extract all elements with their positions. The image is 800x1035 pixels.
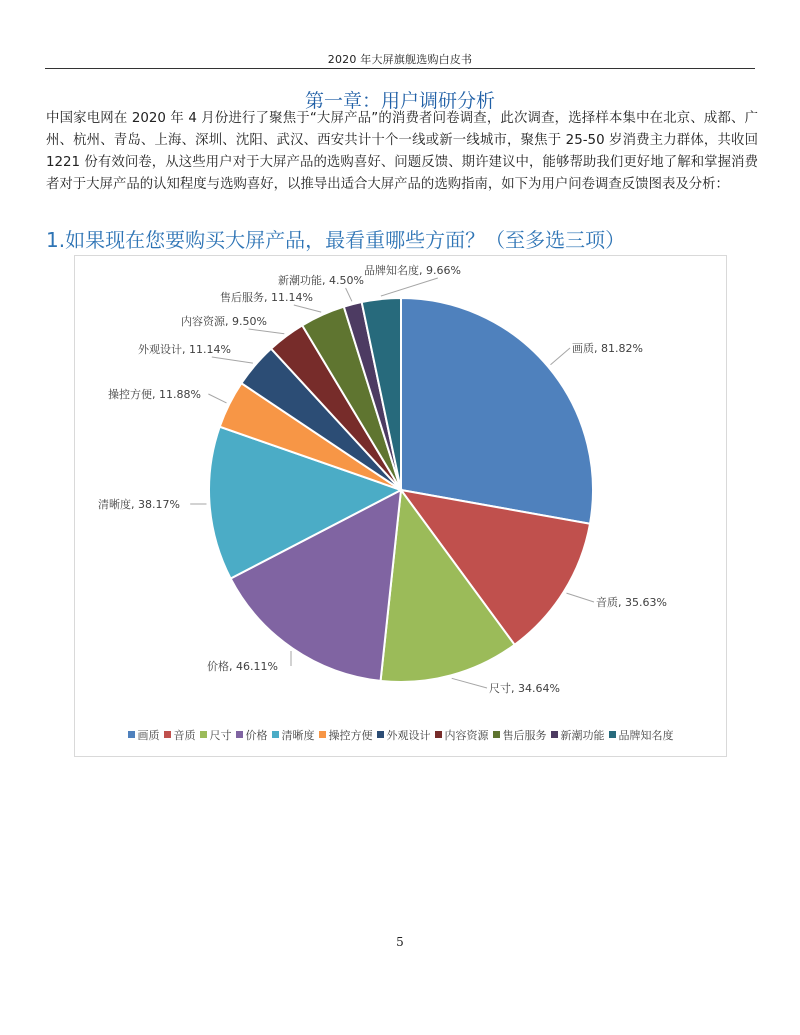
legend-swatch-3 <box>236 731 243 738</box>
document-header-title: 2020 年大屏旗舰选购白皮书 <box>327 53 473 66</box>
legend-item-7 <box>435 727 489 743</box>
pie-leader-line-6 <box>212 357 253 363</box>
legend-label-3: 价格 <box>245 729 268 742</box>
pie-slice-label-9: 新潮功能, 4.50% <box>278 274 364 287</box>
pie-leader-line-2 <box>452 678 487 688</box>
legend-item-4 <box>272 727 315 743</box>
legend-swatch-9 <box>551 731 558 738</box>
pie-slice-label-2: 尺寸, 34.64% <box>489 682 560 695</box>
chart-legend <box>75 727 726 743</box>
pie-leader-line-7 <box>249 329 285 334</box>
header-divider <box>45 68 755 69</box>
legend-label-6: 外观设计 <box>386 729 431 742</box>
legend-label-9: 新潮功能 <box>560 729 605 742</box>
pie-slice-label-8: 售后服务, 11.14% <box>220 291 313 304</box>
legend-swatch-5 <box>319 731 326 738</box>
pie-slice-label-3: 价格, 46.11% <box>207 660 278 673</box>
pie-leader-line-8 <box>294 305 321 312</box>
pie-slice-label-0: 画质, 81.82% <box>572 342 643 355</box>
intro-paragraph: 中国家电网在 2020 年 4 月份进行了聚焦于“大屏产品”的消费者问卷调查，此次调查，选择样本集中在北京、成都、广州、杭州、青岛、上海、深圳、沈阳、武汉、西安共计十个一线或新一线城市，聚焦于 25-50 岁消费主力群体，共收回 1221 份有效问卷，从这些用户对于大屏产品的选购喜好、问题反馈、期许建议中，能够帮助我们更好地了解和掌握消费者对于大屏产品的认知程度与选购喜好，以推导出适合大屏产品的选购指南，如下为用户问卷调查反馈图表及分析： <box>46 111 758 192</box>
legend-swatch-4 <box>272 731 279 738</box>
legend-swatch-10 <box>609 731 616 738</box>
legend-item-9 <box>551 727 605 743</box>
pie-leader-line-1 <box>567 593 595 602</box>
legend-swatch-8 <box>493 731 500 738</box>
chapter-title: 第一章：用户调研分析 <box>304 90 495 112</box>
pie-chart-container <box>74 255 727 757</box>
pie-slice-label-7: 内容资源, 9.50% <box>181 315 267 328</box>
pie-slice-label-4: 清晰度, 38.17% <box>98 498 180 511</box>
question-heading: 1.如果现在您要购买大屏产品，最看重哪些方面？（至多选三项） <box>46 228 626 252</box>
legend-item-10 <box>609 727 674 743</box>
legend-label-5: 操控方便 <box>328 729 373 742</box>
pie-chart <box>75 256 726 721</box>
legend-swatch-6 <box>377 731 384 738</box>
pie-slice-label-5: 操控方便, 11.88% <box>108 388 201 401</box>
legend-label-1: 音质 <box>173 729 196 742</box>
legend-swatch-7 <box>435 731 442 738</box>
legend-swatch-1 <box>164 731 171 738</box>
pie-leader-line-9 <box>346 288 352 301</box>
page-number: 5 <box>396 935 404 949</box>
legend-item-0 <box>128 727 160 743</box>
legend-label-2: 尺寸 <box>209 729 232 742</box>
legend-item-2 <box>200 727 232 743</box>
legend-item-3 <box>236 727 268 743</box>
legend-item-6 <box>377 727 431 743</box>
pie-leader-line-10 <box>381 278 438 296</box>
pie-slice-0 <box>401 298 593 524</box>
pie-slice-label-10: 品牌知名度, 9.66% <box>364 264 461 277</box>
pie-slice-label-6: 外观设计, 11.14% <box>138 343 231 356</box>
pie-slice-label-1: 音质, 35.63% <box>596 596 667 609</box>
legend-swatch-2 <box>200 731 207 738</box>
legend-label-7: 内容资源 <box>444 729 489 742</box>
legend-label-8: 售后服务 <box>502 729 547 742</box>
legend-swatch-0 <box>128 731 135 738</box>
legend-item-8 <box>493 727 547 743</box>
pie-leader-line-5 <box>208 394 226 403</box>
legend-label-0: 画质 <box>137 729 160 742</box>
legend-item-1 <box>164 727 196 743</box>
pie-leader-line-0 <box>551 348 571 365</box>
legend-label-10: 品牌知名度 <box>618 729 674 742</box>
legend-label-4: 清晰度 <box>281 729 315 742</box>
legend-item-5 <box>319 727 373 743</box>
